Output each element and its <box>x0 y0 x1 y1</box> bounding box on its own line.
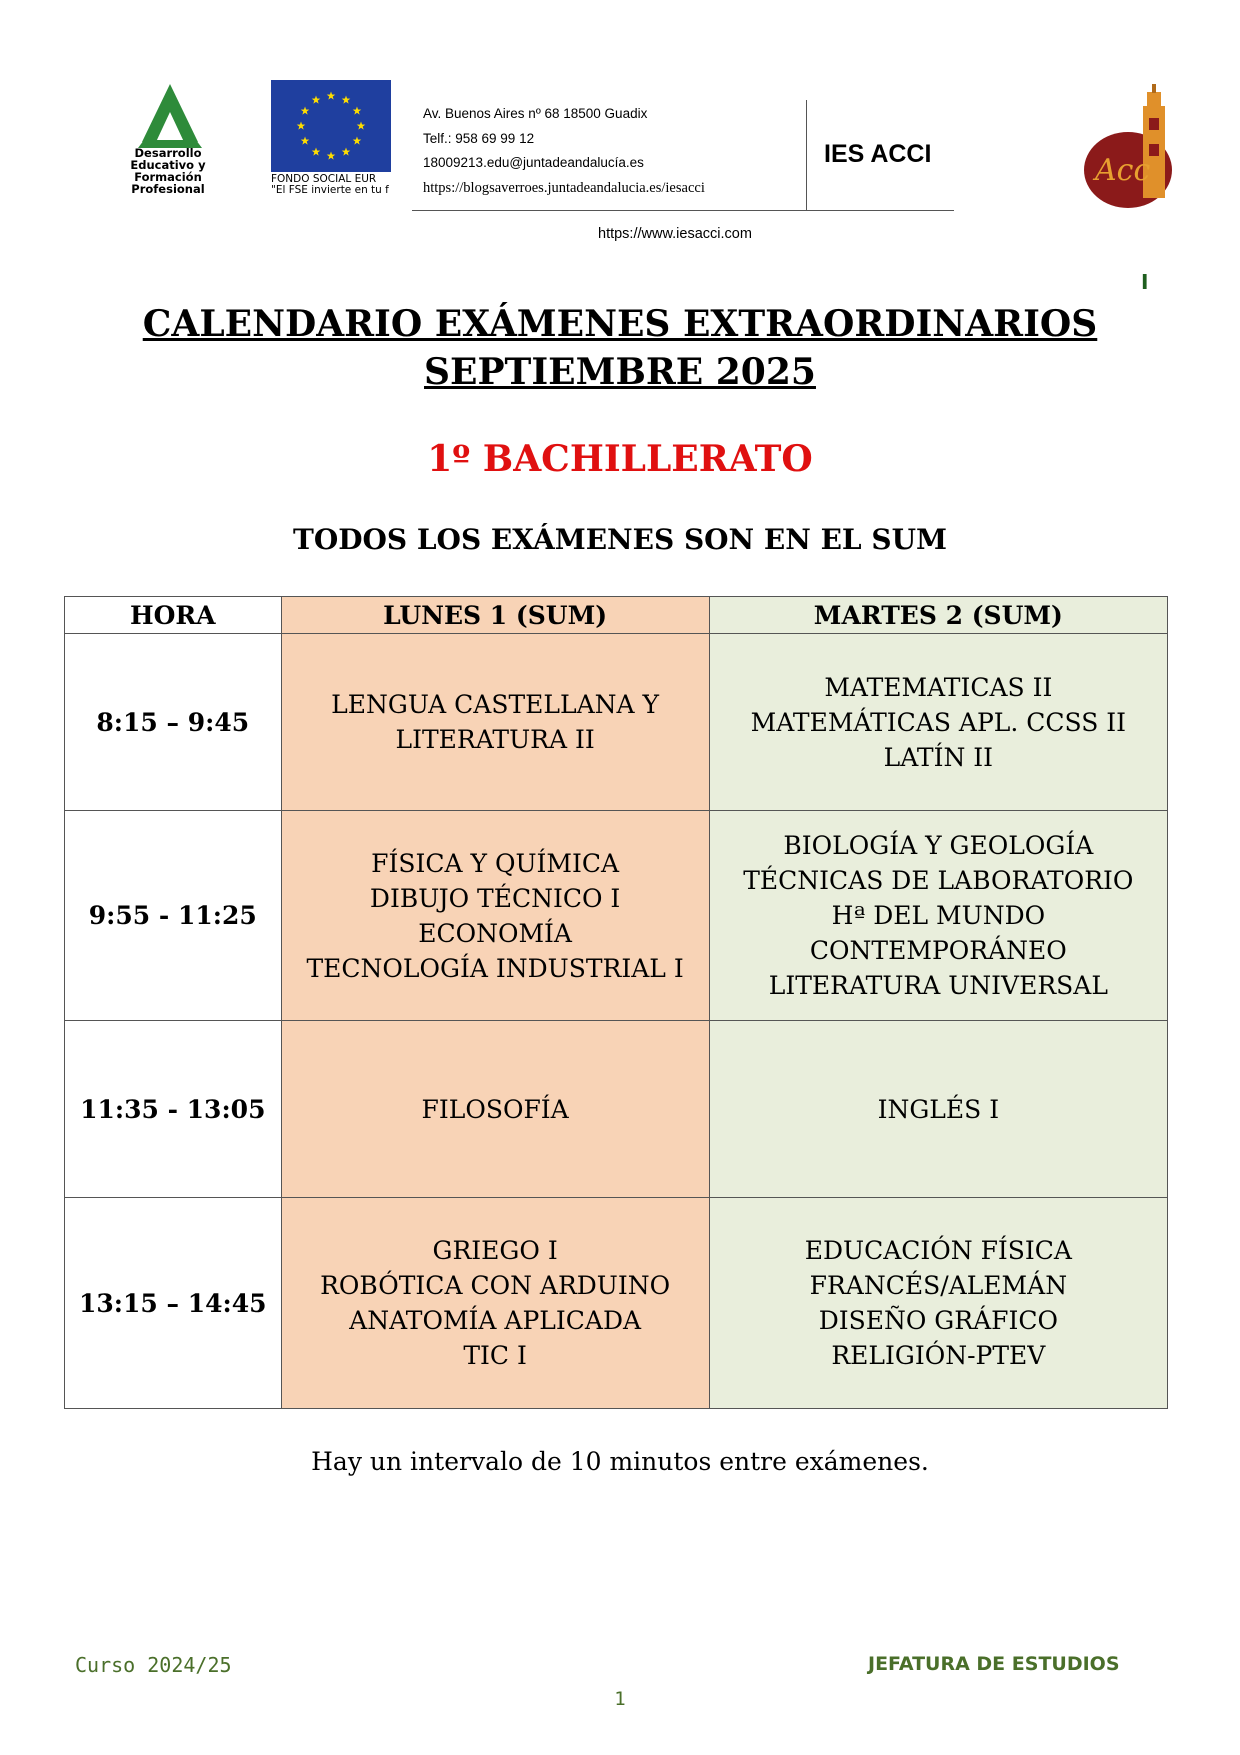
subject: LITERATURA II <box>395 725 595 754</box>
subject: INGLÉS I <box>877 1094 1000 1124</box>
subject: FILOSOFÍA <box>421 1094 569 1124</box>
subject: ECONOMÍA <box>418 918 572 948</box>
time-slot: 11:35 - 13:05 <box>65 1021 282 1198</box>
andalucia-logo-text: Desarrollo Educativo y Formación Profesional <box>130 146 206 196</box>
subject: BIOLOGÍA Y GEOLOGÍA <box>783 831 1094 860</box>
time-slot: 9:55 - 11:25 <box>65 811 282 1021</box>
table-row <box>65 1198 1168 1409</box>
footer-course-year: Curso 2024/25 <box>75 1653 232 1677</box>
school-blog-link[interactable]: https://blogsaverroes.juntadeandalucia.es/iesacci <box>423 179 705 196</box>
header-monday: LUNES 1 (SUM) <box>281 597 709 634</box>
tuesday-subjects <box>709 1021 1167 1198</box>
time-slot: 8:15 – 9:45 <box>65 634 282 811</box>
school-name: IES ACCI <box>824 140 932 168</box>
interval-note: Hay un intervalo de 10 minutos entre exámenes. <box>311 1447 929 1476</box>
subject: ANATOMÍA APLICADA <box>349 1306 642 1335</box>
school-website-link[interactable]: https://www.iesacci.com <box>598 226 752 242</box>
tuesday-subjects <box>709 811 1167 1021</box>
document-title: CALENDARIO EXÁMENES EXTRAORDINARIOS SEPTIEMBRE 2025 <box>142 303 1098 393</box>
subject: RELIGIÓN-PTEV <box>831 1341 1046 1370</box>
school-contact-block <box>423 102 793 200</box>
school-address: Av. Buenos Aires nº 68 18500 Guadix <box>423 106 648 121</box>
subject: LENGUA CASTELLANA Y <box>331 690 660 719</box>
header-divider-horizontal <box>412 210 954 211</box>
tuesday-subjects <box>709 1198 1167 1409</box>
subject: DIBUJO TÉCNICO I <box>369 883 621 913</box>
subject: LITERATURA UNIVERSAL <box>768 971 1108 1000</box>
corner-mark: I <box>1141 270 1149 294</box>
subject: MATEMATICAS II <box>824 672 1053 702</box>
table-row <box>65 1021 1168 1198</box>
subject: TECNOLOGÍA INDUSTRIAL I <box>306 953 684 983</box>
subject: TÉCNICAS DE LABORATORIO <box>743 866 1134 895</box>
exam-schedule-table <box>64 596 1168 1409</box>
subject: GRIEGO I <box>432 1236 558 1265</box>
monday-subjects <box>281 1021 709 1198</box>
page-number: 1 <box>614 1688 626 1710</box>
subject: DISEÑO GRÁFICO <box>818 1306 1058 1335</box>
table-row <box>65 634 1168 811</box>
eu-flag-logo <box>271 80 391 172</box>
header-hora: HORA <box>65 597 282 634</box>
table-header-row <box>65 597 1168 634</box>
header-tuesday: MARTES 2 (SUM) <box>709 597 1167 634</box>
header-divider-vertical <box>806 100 807 210</box>
svg-text:Acc: Acc <box>1095 153 1151 188</box>
ies-acci-logo <box>1083 84 1183 212</box>
monday-subjects <box>281 634 709 811</box>
subject: ROBÓTICA CON ARDUINO <box>320 1271 671 1300</box>
footer-department: JEFATURA DE ESTUDIOS <box>868 1653 1120 1675</box>
subject: FRANCÉS/ALEMÁN <box>809 1271 1068 1300</box>
tuesday-subjects <box>709 634 1167 811</box>
course-title: 1º BACHILLERATO <box>427 438 813 480</box>
subject: LATÍN II <box>883 742 994 772</box>
exam-location-note: TODOS LOS EXÁMENES SON EN EL SUM <box>293 523 947 556</box>
monday-subjects <box>281 1198 709 1409</box>
subject: Hª DEL MUNDO CONTEMPORÁNEO <box>809 901 1067 965</box>
monday-subjects <box>281 811 709 1021</box>
subject: EDUCACIÓN FÍSICA <box>804 1236 1072 1265</box>
eu-fse-caption: FONDO SOCIAL EUR "El FSE invierte en tu f <box>271 174 389 196</box>
school-phone: Telf.: 958 69 99 12 <box>423 130 535 146</box>
school-email[interactable]: 18009213.edu@juntadeandalucía.es <box>423 155 644 170</box>
subject: FÍSICA Y QUÍMICA <box>371 848 620 878</box>
subject: MATEMÁTICAS APL. CCSS II <box>750 707 1127 737</box>
subject: TIC I <box>463 1341 527 1370</box>
table-row <box>65 811 1168 1021</box>
time-slot: 13:15 – 14:45 <box>65 1198 282 1409</box>
